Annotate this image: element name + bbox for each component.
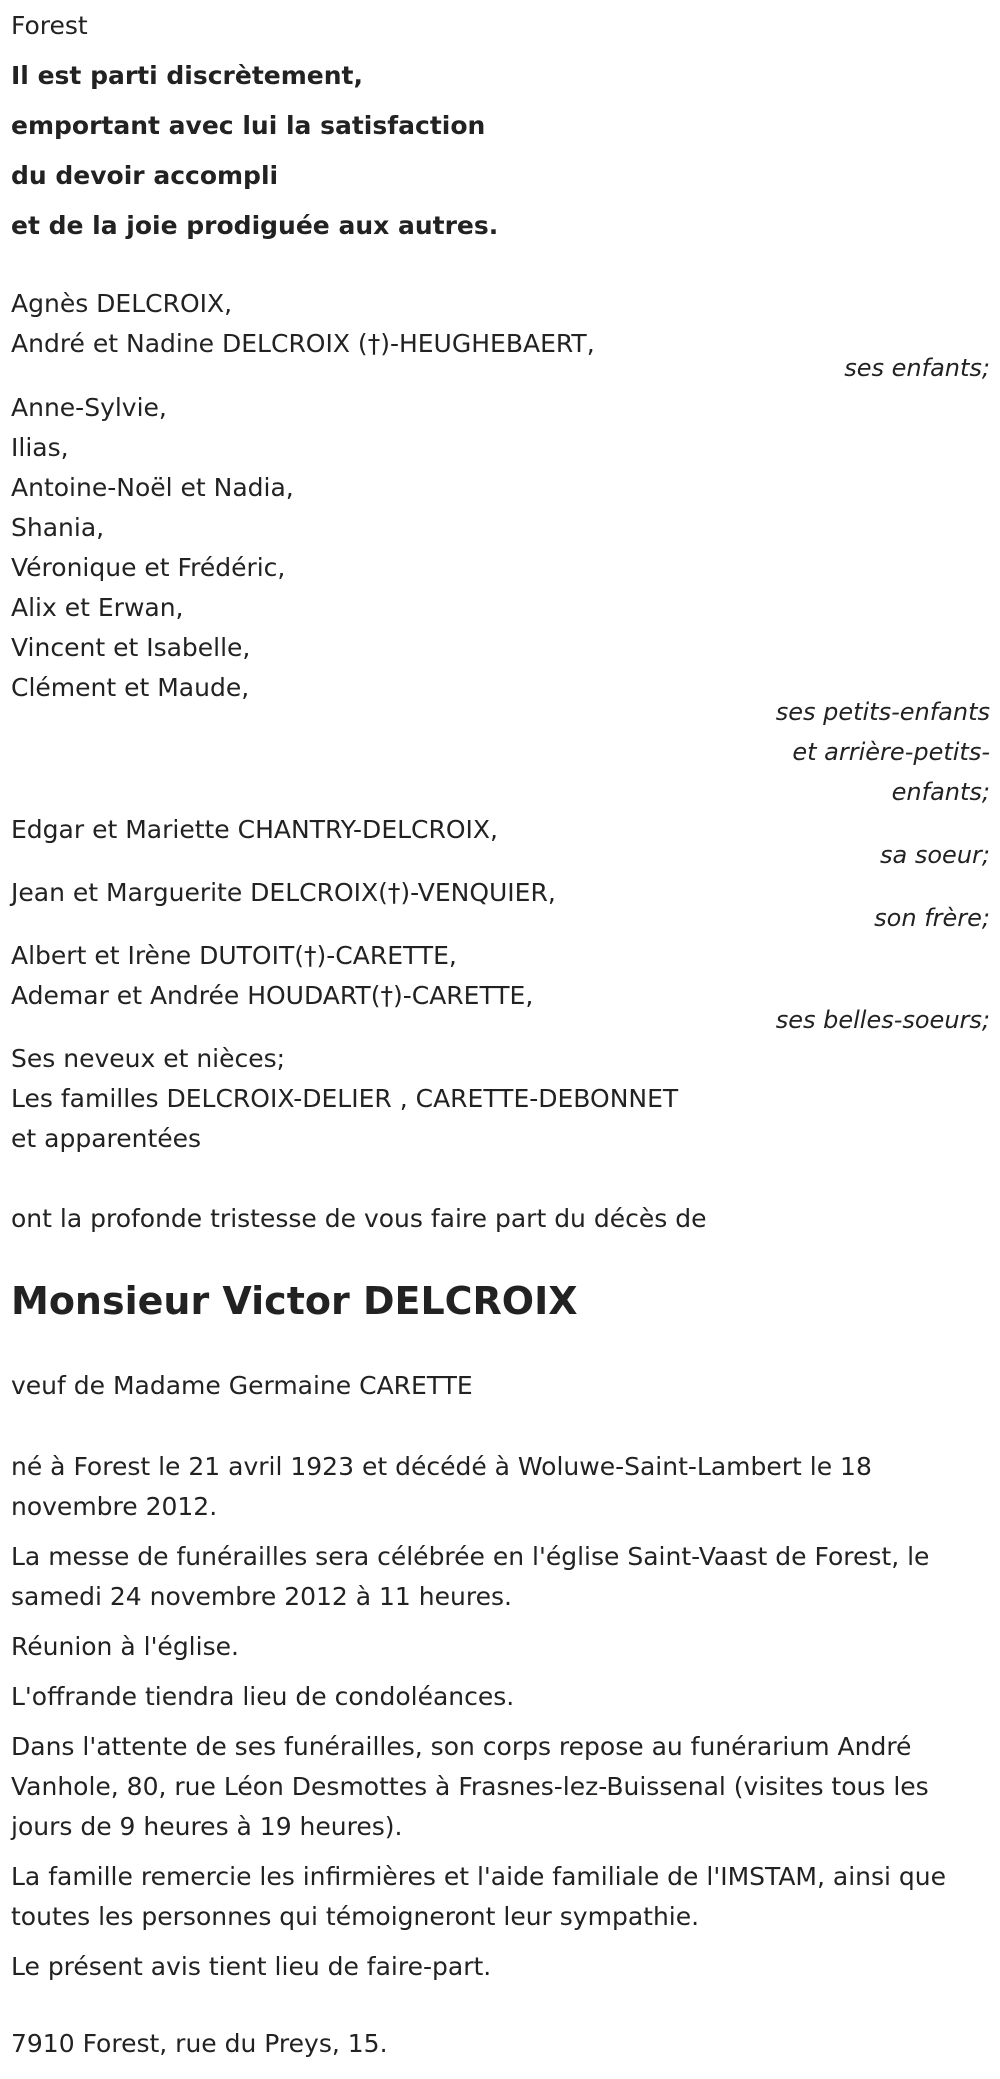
poem-line: du devoir accompli	[11, 161, 279, 190]
thanks-paragraph: La famille remercie les infirmières et l'aide familiale de l'IMSTAM, ainsi que toutes les personnes qui témoigneront leur sympathie.	[11, 1862, 947, 1931]
sisters-in-law-role: ses belles-soeurs;	[775, 1006, 990, 1034]
sister-in-law-name: Albert et Irène DUTOIT(†)-CARETTE,	[11, 941, 457, 970]
sister-in-law-name: Ademar et Andrée HOUDART(†)-CARETTE,	[11, 981, 534, 1010]
funeral-mass-paragraph: La messe de funérailles sera célébrée en l'église Saint-Vaast de Forest, le samedi 24 novembre 2012 à 11 heures.	[11, 1542, 930, 1611]
birth-death-paragraph: né à Forest le 21 avril 1923 et décédé à Woluwe-Saint-Lambert le 18 novembre 2012.	[11, 1452, 872, 1521]
poem-line: et de la joie prodiguée aux autres.	[11, 211, 499, 240]
offering-paragraph: L'offrande tiendra lieu de condoléances.	[11, 1682, 515, 1711]
grandchild-name: Anne-Sylvie,	[11, 393, 167, 422]
brother-name: Jean et Marguerite DELCROIX(†)-VENQUIER,	[11, 878, 556, 907]
grandchild-name: Alix et Erwan,	[11, 593, 184, 622]
deceased-name: Monsieur Victor DELCROIX	[11, 1279, 578, 1323]
funerarium-paragraph: Dans l'attente de ses funérailles, son corps repose au funérarium André Vanhole, 80, rue Léon Desmottes à Frasnes-lez-Buissenal (visites tous les jours de 9 heures à 19 heures).	[11, 1732, 929, 1841]
address: 7910 Forest, rue du Preys, 15.	[11, 2029, 388, 2058]
relatives-line: Ses neveux et nièces;	[11, 1044, 286, 1073]
children-role: ses enfants;	[844, 354, 990, 382]
grandchild-name: Vincent et Isabelle,	[11, 633, 251, 662]
place-header: Forest	[11, 11, 88, 40]
sister-name: Edgar et Mariette CHANTRY-DELCROIX,	[11, 815, 498, 844]
grandchildren-role: ses petits-enfants	[775, 698, 990, 726]
child-name: Agnès DELCROIX,	[11, 289, 233, 318]
announcement: ont la profonde tristesse de vous faire part du décès de	[11, 1204, 707, 1233]
child-name: André et Nadine DELCROIX (†)-HEUGHEBAERT,	[11, 329, 595, 358]
brother-role: son frère;	[874, 904, 990, 932]
notice-paragraph: Le présent avis tient lieu de faire-part.	[11, 1952, 492, 1981]
grandchild-name: Véronique et Frédéric,	[11, 553, 286, 582]
grandchild-name: Ilias,	[11, 433, 69, 462]
meeting-paragraph: Réunion à l'église.	[11, 1632, 239, 1661]
sister-role: sa soeur;	[880, 841, 990, 869]
grandchild-name: Clément et Maude,	[11, 673, 250, 702]
widower-of: veuf de Madame Germaine CARETTE	[11, 1371, 473, 1400]
poem-line: Il est parti discrètement,	[11, 61, 363, 90]
grandchild-name: Antoine-Noël et Nadia,	[11, 473, 294, 502]
relatives-line: et apparentées	[11, 1124, 202, 1153]
grandchildren-role: et arrière-petits-	[792, 738, 990, 766]
relatives-line: Les familles DELCROIX-DELIER , CARETTE-DEBONNET	[11, 1084, 679, 1113]
grandchildren-role: enfants;	[891, 778, 990, 806]
poem-line: emportant avec lui la satisfaction	[11, 111, 486, 140]
grandchild-name: Shania,	[11, 513, 105, 542]
